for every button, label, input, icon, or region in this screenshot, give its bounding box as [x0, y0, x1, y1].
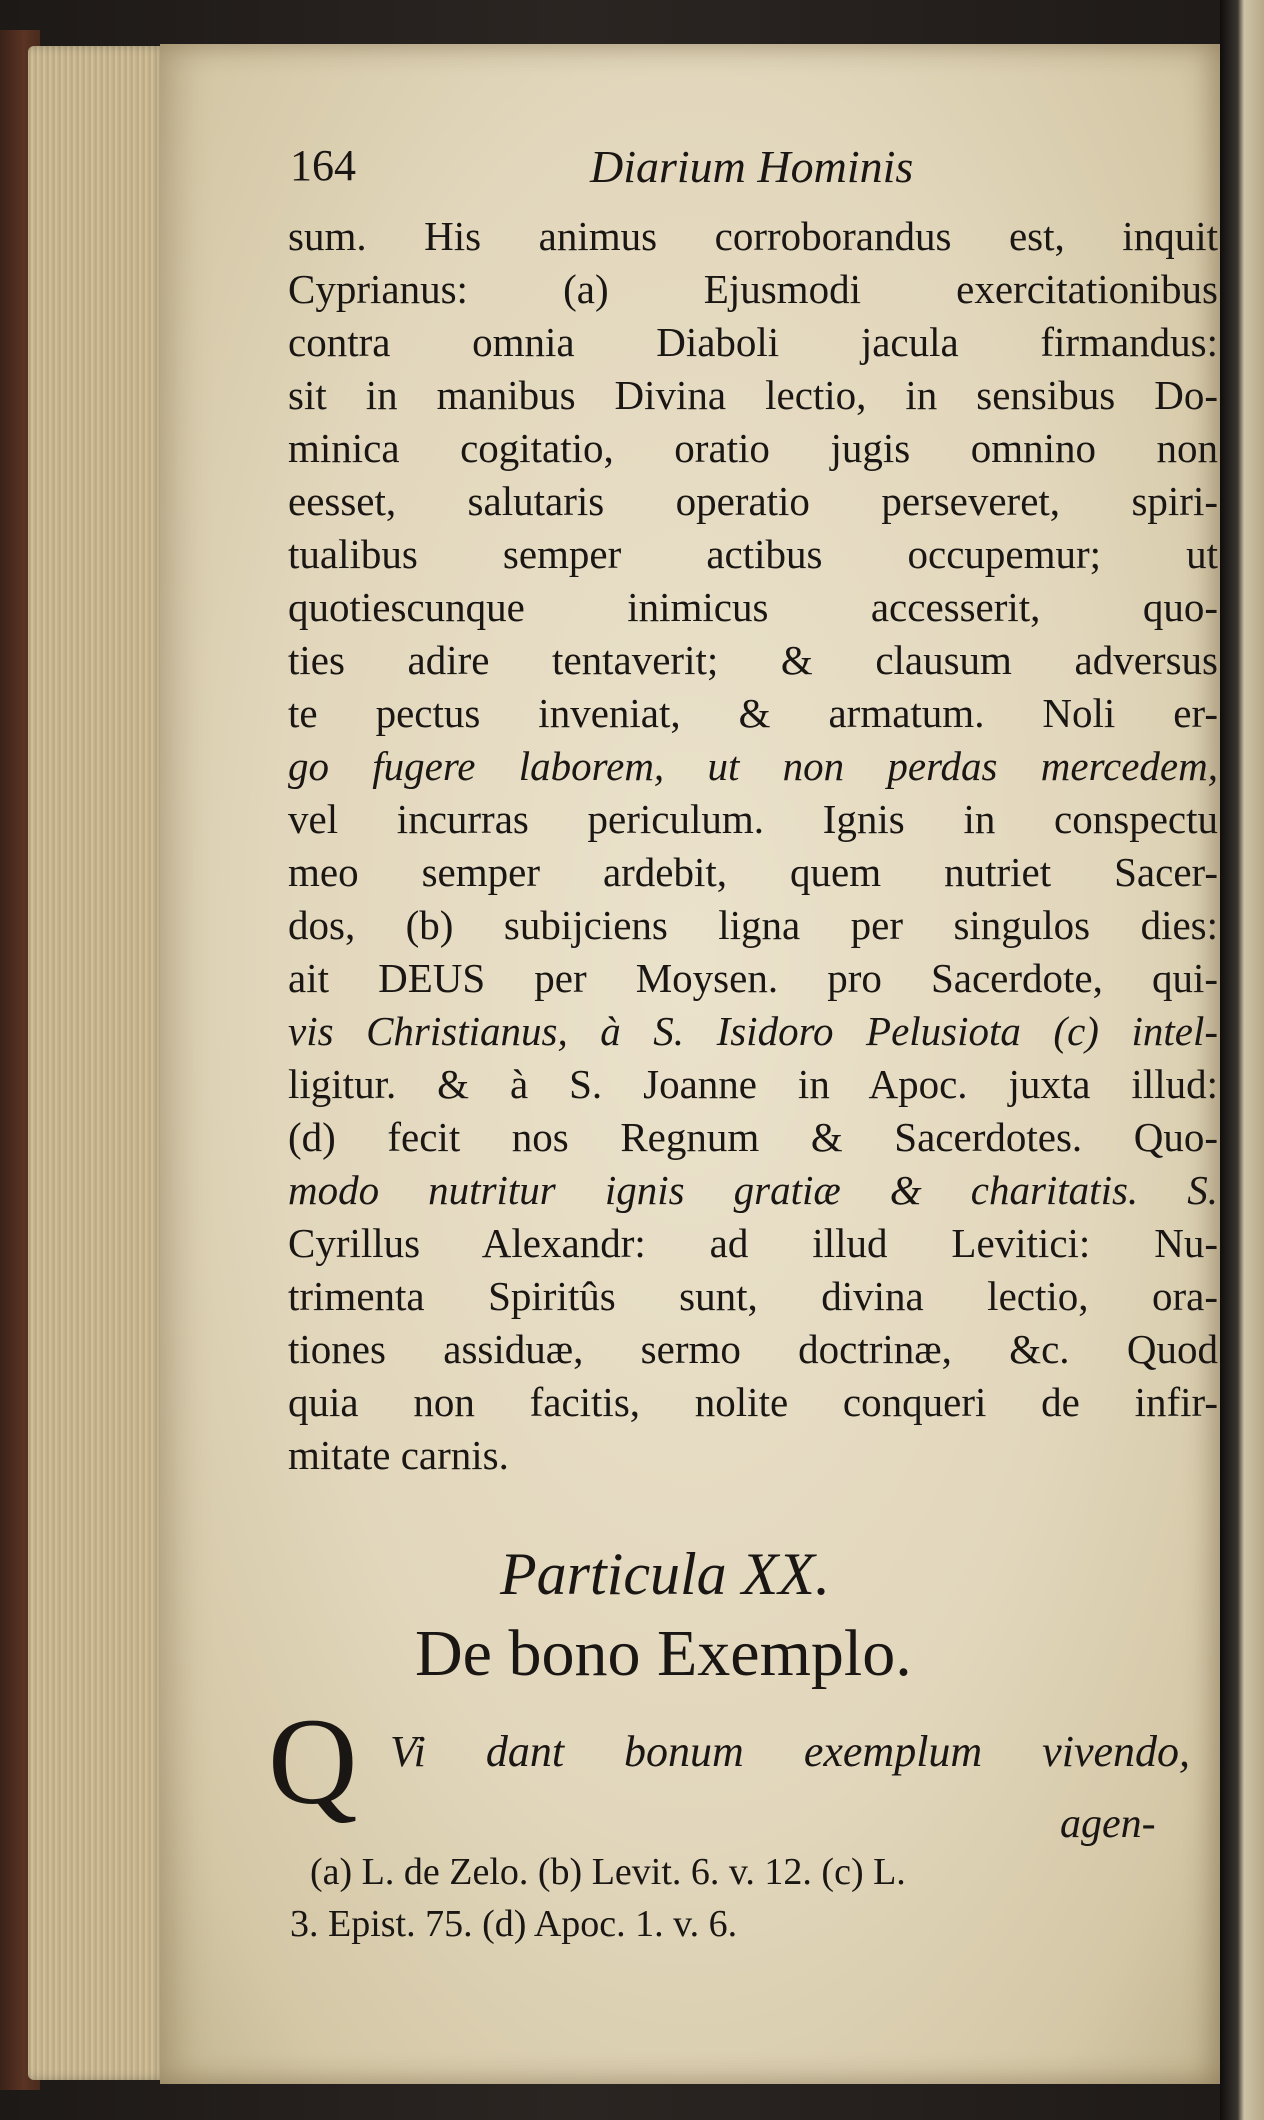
text-line: minica cogitatio, oratio jugis omnino non	[288, 425, 1218, 471]
text-line: ait DEUS per Moysen. pro Sacerdote, qui-	[288, 955, 1218, 1001]
text-line: Cyrillus Alexandr: ad illud Levitici: Nu-	[288, 1220, 1218, 1266]
page-number: 164	[290, 141, 356, 190]
body-text	[288, 210, 1218, 1482]
text-line: quia non facitis, nolite conqueri de infir-	[288, 1379, 1218, 1425]
text-line: mitate carnis.	[288, 1432, 509, 1478]
section-number: Particula XX.	[500, 1541, 830, 1607]
text-line: te pectus inveniat, & armatum. Noli er-	[288, 690, 1218, 736]
text-line: (d) fecit nos Regnum & Sacerdotes. Quo-	[288, 1114, 1218, 1160]
text-line: Cyprianus: (a) Ejusmodi exercitationibus	[288, 266, 1218, 312]
text-line: meo semper ardebit, quem nutriet Sacer-	[288, 849, 1218, 895]
footnotes	[290, 1846, 1190, 1950]
text-line: dos, (b) subijciens ligna per singulos dies:	[288, 902, 1218, 948]
footnote-line: (a) L. de Zelo. (b) Levit. 6. v. 12. (c) L.	[310, 1851, 906, 1893]
page-header	[290, 140, 1130, 200]
text-line: modo nutritur ignis gratiæ & charitatis. S.	[288, 1167, 1218, 1213]
text-line: eesset, salutaris operatio perseveret, spiri-	[288, 478, 1218, 524]
text-line: tualibus semper actibus occupemur; ut	[288, 531, 1218, 577]
text-line: quotiescunque inimicus accesserit, quo-	[288, 584, 1218, 630]
text-line: vel incurras periculum. Ignis in conspectu	[288, 796, 1218, 842]
text-line: tiones assiduæ, sermo doctrinæ, &c. Quod	[288, 1326, 1218, 1372]
page-edges	[28, 46, 168, 2080]
footnote-line: 3. Epist. 75. (d) Apoc. 1. v. 6.	[290, 1903, 738, 1945]
text-line: sit in manibus Divina lectio, in sensibus Do-	[288, 372, 1218, 418]
text-line: contra omnia Diaboli jacula firmandus:	[288, 319, 1218, 365]
section-title: De bono Exemplo.	[415, 1617, 912, 1690]
text-line: ties adire tentaverit; & clausum adversus	[288, 637, 1218, 683]
text-line: trimenta Spiritûs sunt, divina lectio, ora-	[288, 1273, 1218, 1319]
running-head: Diarium Hominis	[590, 141, 914, 192]
text-line: sum. His animus corroborandus est, inquit	[288, 213, 1218, 259]
book-gutter	[1220, 0, 1264, 2120]
text-line: ligitur. & à S. Joanne in Apoc. juxta illud:	[288, 1061, 1218, 1107]
catchword: agen-	[1060, 1801, 1156, 1847]
text-line: vis Christianus, à S. Isidoro Pelusiota (c) intel-	[288, 1008, 1218, 1054]
section-first-line: Vi dant bonum exemplum vivendo,	[390, 1727, 1190, 1776]
text-line: go fugere laborem, ut non perdas mercedem,	[288, 743, 1218, 789]
drop-cap: Q	[268, 1693, 358, 1830]
